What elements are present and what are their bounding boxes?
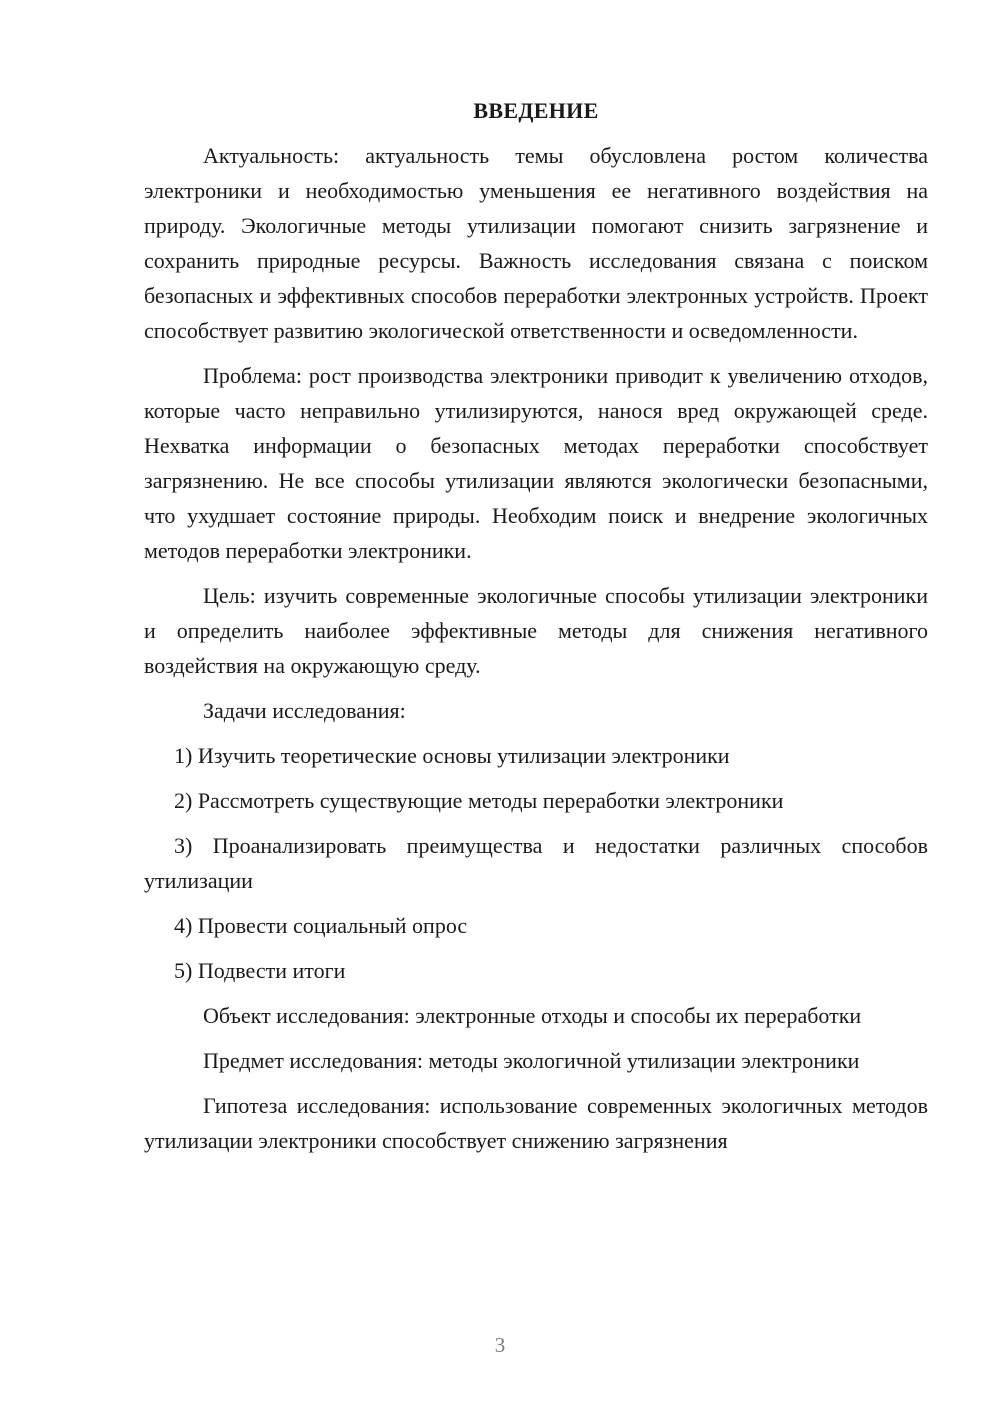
page-title: ВВЕДЕНИЕ <box>473 98 599 123</box>
paragraph-relevance: Актуальность: актуальность темы обусловлена ростом количества электроники и необходимостью уменьшения ее негативного воздействия на природу. Экологичные методы утилизации помогают снизить загрязнение и сохранить природные ресурсы. Важность исследования связана с поиском безопасных и эффективных способов переработки электронных устройств. Проект способствует развитию экологической ответственности и осведомленности. <box>144 143 928 343</box>
task-item-5: 5) Подвести итоги <box>174 958 346 983</box>
tasks-heading: Задачи исследования: <box>203 698 406 723</box>
task-item-2: 2) Рассмотреть существующие методы переработки электроники <box>174 788 784 813</box>
paragraph-subject: Предмет исследования: методы экологичной утилизации электроники <box>203 1048 860 1073</box>
task-item-4: 4) Провести социальный опрос <box>174 913 468 938</box>
task-item-1: 1) Изучить теоретические основы утилизации электроники <box>174 743 730 768</box>
task-item-3: 3) Проанализировать преимущества и недостатки различных способов утилизации <box>144 833 928 893</box>
document-page <box>144 96 928 1168</box>
paragraph-goal: Цель: изучить современные экологичные способы утилизации электроники и определить наиболее эффективные методы для снижения негативного воздействия на окружающую среду. <box>144 583 928 678</box>
page-number: 3 <box>494 1333 506 1357</box>
paragraph-hypothesis: Гипотеза исследования: использование современных экологичных методов утилизации электроники способствует снижению загрязнения <box>144 1093 928 1153</box>
paragraph-problem: Проблема: рост производства электроники приводит к увеличению отходов, которые часто неправильно утилизируются, нанося вред окружающей среде. Нехватка информации о безопасных методах переработки способствует загрязнению. Не все способы утилизации являются экологически безопасными, что ухудшает состояние природы. Необходим поиск и внедрение экологичных методов переработки электроники. <box>144 363 928 563</box>
paragraph-object: Объект исследования: электронные отходы и способы их переработки <box>203 1003 862 1028</box>
